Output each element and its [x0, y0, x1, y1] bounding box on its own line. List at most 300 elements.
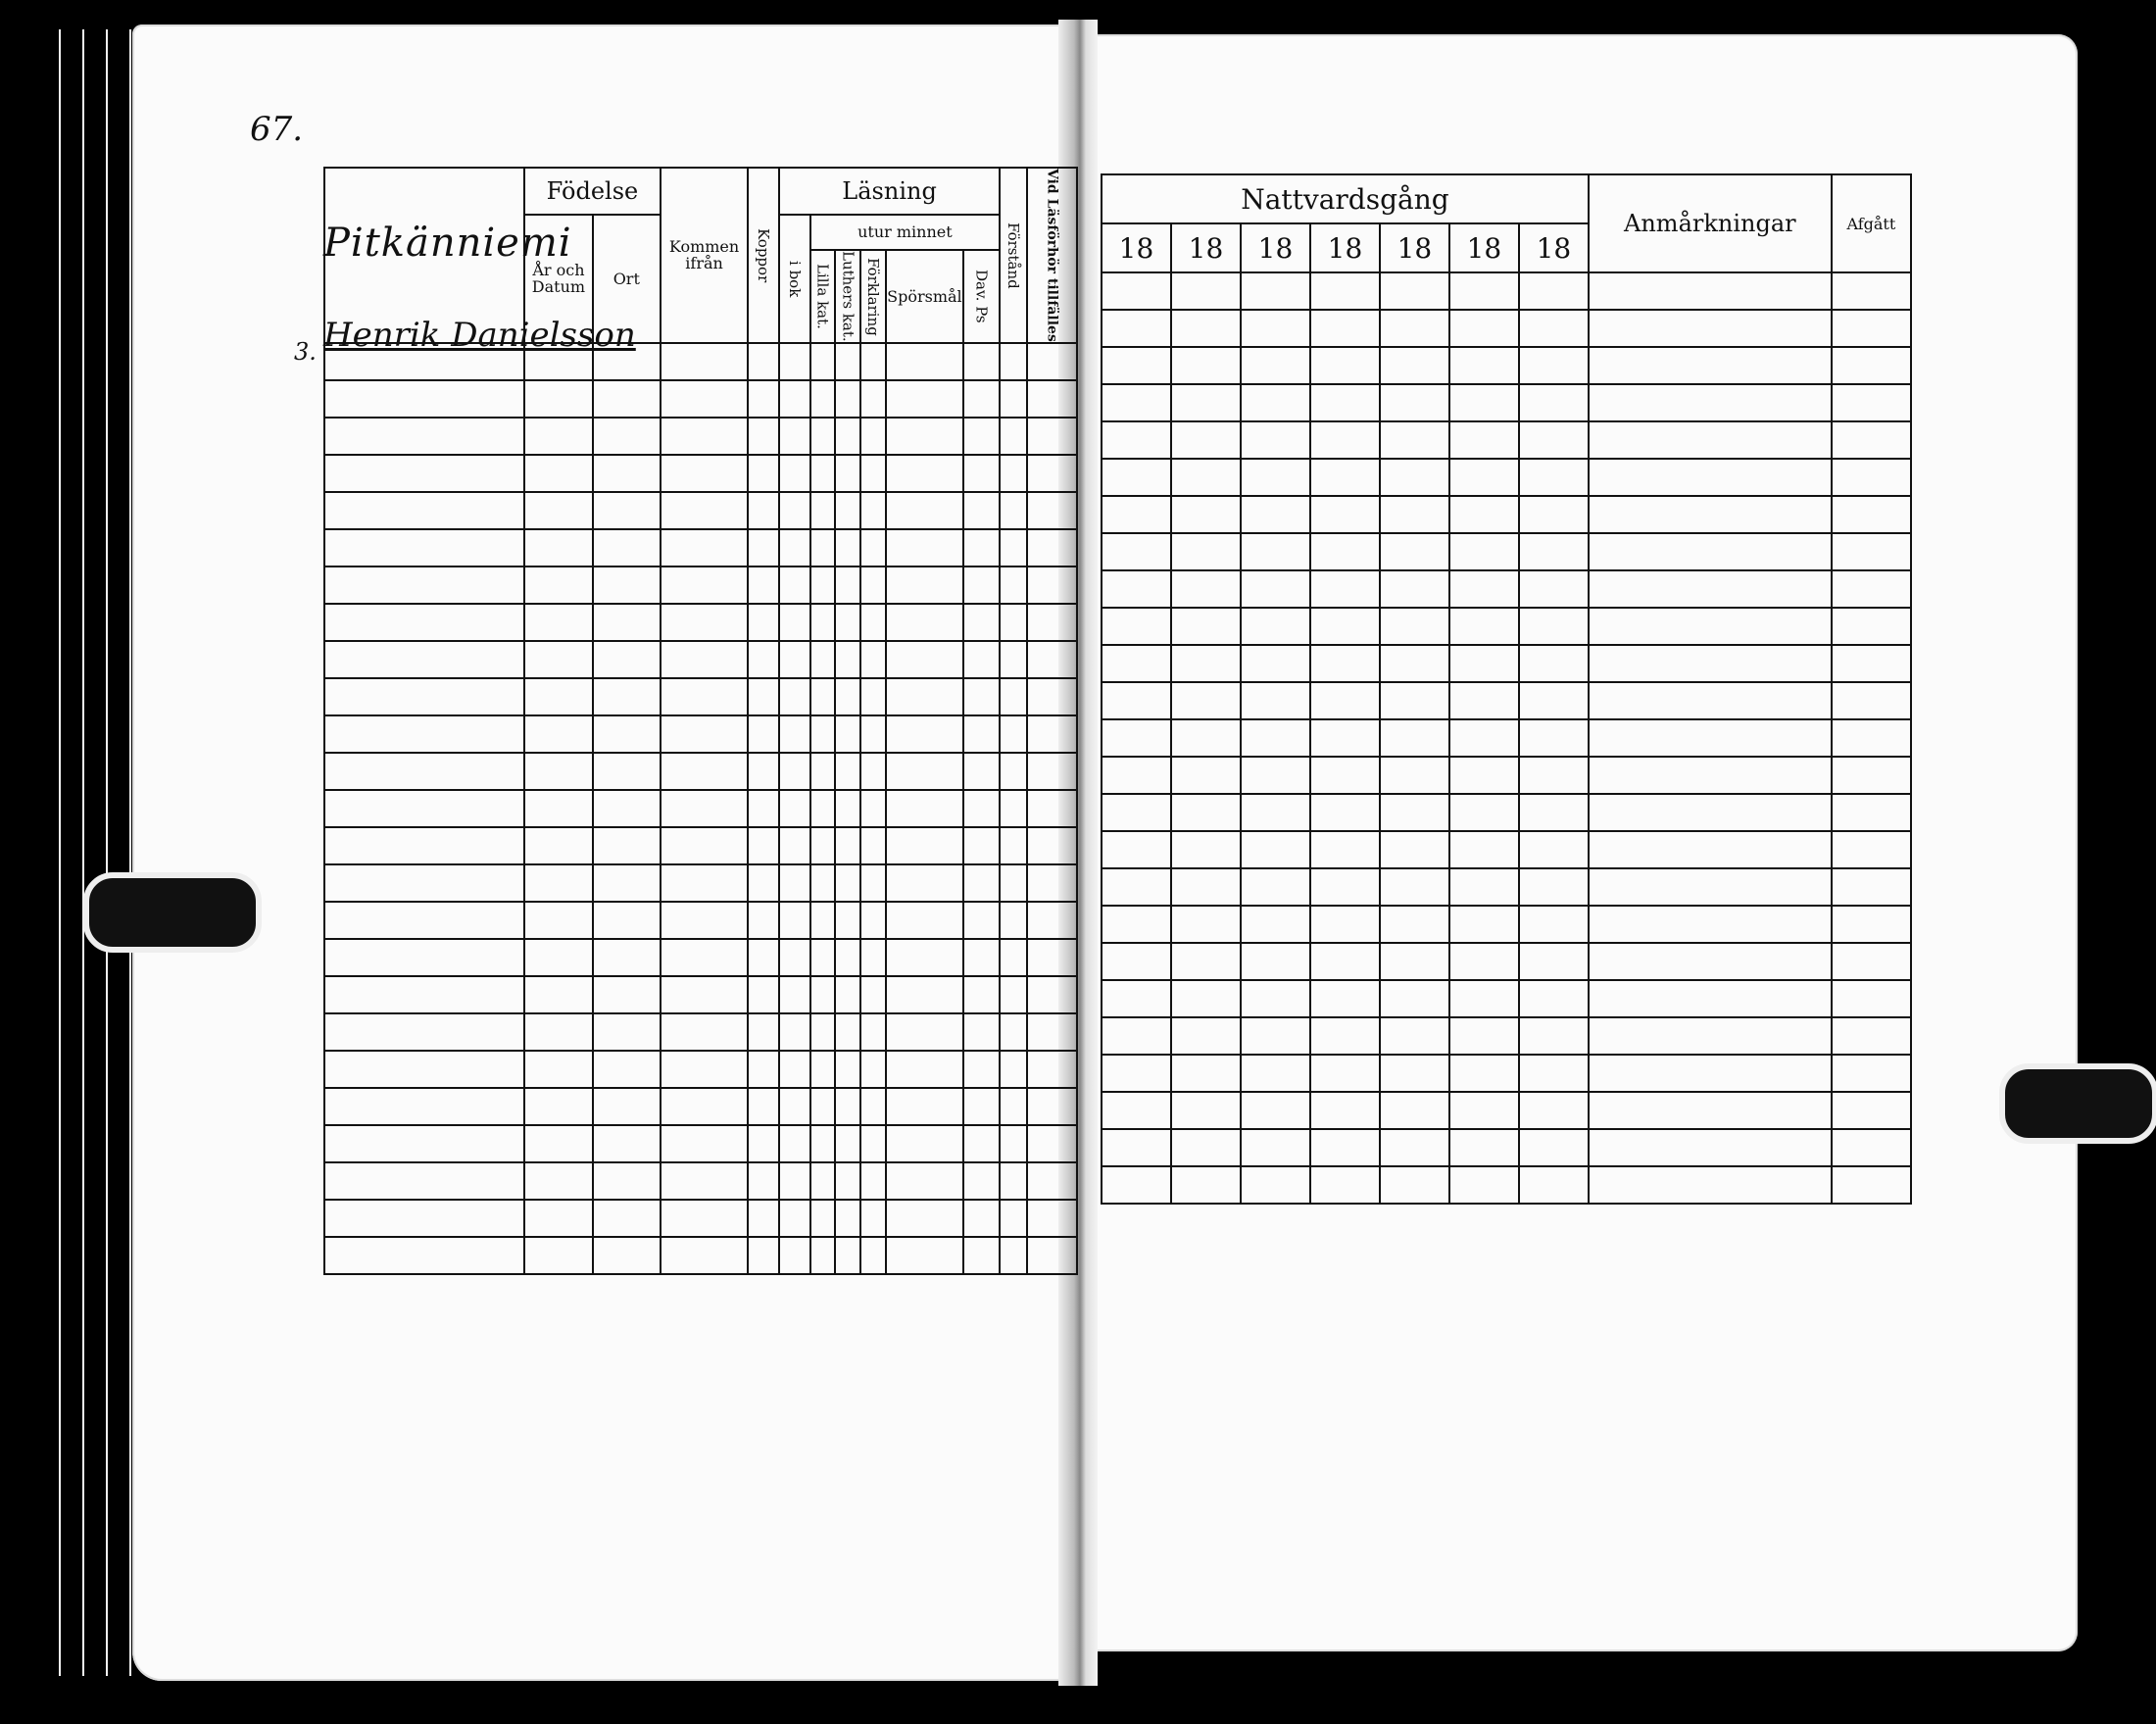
- register-cell: [1519, 384, 1589, 421]
- register-cell: [1310, 421, 1380, 459]
- register-cell: [886, 790, 963, 827]
- register-cell: [1380, 906, 1449, 943]
- register-cell: [524, 790, 593, 827]
- i-bok-header: i bok: [779, 215, 810, 343]
- register-cell: [1519, 868, 1589, 906]
- register-cell: [810, 641, 836, 678]
- register-cell: [886, 418, 963, 455]
- register-cell: [1171, 272, 1241, 310]
- register-cell: [963, 641, 1000, 678]
- table-row: [324, 864, 1077, 902]
- register-cell: [835, 678, 860, 715]
- register-cell: [963, 1051, 1000, 1088]
- register-cell: [748, 1013, 779, 1051]
- register-cell: [963, 1088, 1000, 1125]
- register-cell: [1310, 831, 1380, 868]
- register-cell: [860, 678, 886, 715]
- register-cell: [1589, 1055, 1832, 1092]
- register-cell: [1027, 455, 1077, 492]
- register-cell: [1589, 347, 1832, 384]
- register-cell: [810, 790, 836, 827]
- register-cell: [1027, 492, 1077, 529]
- right-register-table: [1101, 173, 1912, 1205]
- register-cell: [1027, 1051, 1077, 1088]
- table-row: [1102, 719, 1911, 757]
- register-cell: [1832, 1166, 1911, 1204]
- table-row: [1102, 906, 1911, 943]
- register-cell: [1000, 455, 1027, 492]
- register-cell: [748, 715, 779, 753]
- row-number: 3.: [294, 338, 317, 366]
- register-cell: [1589, 645, 1832, 682]
- register-cell: [1102, 272, 1171, 310]
- register-cell: [324, 566, 524, 604]
- register-cell: [1832, 1055, 1911, 1092]
- register-cell: [324, 455, 524, 492]
- register-cell: [1241, 570, 1310, 608]
- register-cell: [779, 1200, 810, 1237]
- register-cell: [1171, 1092, 1241, 1129]
- register-cell: [779, 1088, 810, 1125]
- register-cell: [1449, 906, 1519, 943]
- register-cell: [1449, 645, 1519, 682]
- register-cell: [748, 1162, 779, 1200]
- register-cell: [860, 864, 886, 902]
- register-cell: [661, 1237, 749, 1274]
- register-cell: [1000, 753, 1027, 790]
- register-cell: [779, 1013, 810, 1051]
- register-cell: [593, 939, 661, 976]
- register-cell: [1589, 1092, 1832, 1129]
- register-cell: [324, 976, 524, 1013]
- register-cell: [524, 1237, 593, 1274]
- register-cell: [524, 492, 593, 529]
- register-cell: [1241, 1129, 1310, 1166]
- register-cell: [1589, 682, 1832, 719]
- register-cell: [1832, 1017, 1911, 1055]
- register-cell: [1380, 608, 1449, 645]
- register-cell: [810, 566, 836, 604]
- register-cell: [835, 1162, 860, 1200]
- table-row: [1102, 1055, 1911, 1092]
- register-cell: [1310, 645, 1380, 682]
- register-cell: [886, 529, 963, 566]
- register-cell: [1310, 980, 1380, 1017]
- register-cell: [1000, 1013, 1027, 1051]
- register-cell: [779, 380, 810, 418]
- register-cell: [1519, 1166, 1589, 1204]
- table-row: [324, 529, 1077, 566]
- register-cell: [810, 678, 836, 715]
- register-cell: [593, 1051, 661, 1088]
- register-cell: [835, 641, 860, 678]
- register-cell: [524, 1125, 593, 1162]
- register-cell: [661, 1162, 749, 1200]
- register-cell: [886, 1013, 963, 1051]
- register-cell: [860, 1013, 886, 1051]
- register-cell: [1027, 1013, 1077, 1051]
- register-cell: [1027, 566, 1077, 604]
- register-cell: [1449, 1092, 1519, 1129]
- ar-och-datum-header: År och Datum: [524, 215, 593, 343]
- register-cell: [1519, 757, 1589, 794]
- register-cell: [1449, 943, 1519, 980]
- register-cell: [1589, 272, 1832, 310]
- register-cell: [1589, 757, 1832, 794]
- register-cell: [1310, 1017, 1380, 1055]
- year-header: 18: [1102, 223, 1171, 272]
- register-cell: [748, 380, 779, 418]
- register-cell: [810, 380, 836, 418]
- register-cell: [1832, 608, 1911, 645]
- table-row: [324, 1088, 1077, 1125]
- table-row: [1102, 1017, 1911, 1055]
- register-cell: [835, 1125, 860, 1162]
- register-cell: [835, 753, 860, 790]
- register-cell: [661, 715, 749, 753]
- register-cell: [593, 715, 661, 753]
- register-cell: [593, 827, 661, 864]
- register-cell: [1241, 1017, 1310, 1055]
- register-cell: [860, 455, 886, 492]
- register-cell: [886, 1162, 963, 1200]
- register-cell: [524, 902, 593, 939]
- register-cell: [835, 864, 860, 902]
- register-cell: [1000, 715, 1027, 753]
- register-cell: [1102, 496, 1171, 533]
- register-cell: [1171, 719, 1241, 757]
- table-row: [1102, 421, 1911, 459]
- register-cell: [1027, 1237, 1077, 1274]
- table-row: [1102, 347, 1911, 384]
- register-cell: [748, 566, 779, 604]
- register-cell: [1027, 715, 1077, 753]
- register-cell: [1171, 906, 1241, 943]
- register-cell: [1027, 343, 1077, 380]
- left-bookmark-tab: [83, 872, 262, 953]
- register-cell: [1832, 496, 1911, 533]
- register-cell: [1310, 1166, 1380, 1204]
- register-cell: [1832, 831, 1911, 868]
- register-cell: [1380, 1017, 1449, 1055]
- register-cell: [1000, 380, 1027, 418]
- register-cell: [779, 902, 810, 939]
- register-cell: [324, 678, 524, 715]
- register-cell: [1380, 570, 1449, 608]
- register-cell: [1310, 272, 1380, 310]
- register-cell: [1171, 421, 1241, 459]
- register-cell: [1832, 533, 1911, 570]
- table-row: [1102, 533, 1911, 570]
- register-cell: [835, 976, 860, 1013]
- register-cell: [860, 641, 886, 678]
- register-cell: [593, 678, 661, 715]
- register-cell: [1171, 943, 1241, 980]
- register-cell: [748, 529, 779, 566]
- table-row: [1102, 757, 1911, 794]
- register-cell: [835, 939, 860, 976]
- register-cell: [593, 1237, 661, 1274]
- register-cell: [886, 455, 963, 492]
- register-cell: [860, 1051, 886, 1088]
- register-cell: [593, 1013, 661, 1051]
- register-cell: [748, 790, 779, 827]
- register-cell: [779, 976, 810, 1013]
- register-cell: [1519, 1055, 1589, 1092]
- register-cell: [1449, 608, 1519, 645]
- register-cell: [324, 604, 524, 641]
- person-name: Henrik Danielsson: [323, 316, 636, 355]
- register-cell: [860, 343, 886, 380]
- register-cell: [1171, 496, 1241, 533]
- lasning-header: Läsning: [779, 168, 1000, 215]
- register-cell: [661, 492, 749, 529]
- register-cell: [835, 1051, 860, 1088]
- register-cell: [748, 604, 779, 641]
- register-cell: [661, 864, 749, 902]
- register-cell: [810, 939, 836, 976]
- register-cell: [1449, 1017, 1519, 1055]
- year-header: 18: [1241, 223, 1310, 272]
- vid-lasforhor-header: Vid Läsförhör tillfälles: [1027, 168, 1077, 343]
- register-cell: [860, 753, 886, 790]
- register-cell: [1171, 794, 1241, 831]
- register-cell: [524, 380, 593, 418]
- register-cell: [593, 790, 661, 827]
- register-cell: [661, 566, 749, 604]
- register-cell: [1519, 347, 1589, 384]
- year-header: 18: [1171, 223, 1241, 272]
- register-cell: [1449, 570, 1519, 608]
- register-cell: [1589, 310, 1832, 347]
- register-cell: [1832, 384, 1911, 421]
- register-cell: [1519, 272, 1589, 310]
- register-cell: [835, 492, 860, 529]
- register-cell: [963, 864, 1000, 902]
- register-cell: [1102, 1129, 1171, 1166]
- nattvardsgang-header: Nattvardsgång: [1102, 174, 1589, 223]
- register-cell: [1519, 459, 1589, 496]
- register-cell: [1171, 1129, 1241, 1166]
- register-cell: [1449, 794, 1519, 831]
- register-cell: [1102, 608, 1171, 645]
- register-cell: [661, 1125, 749, 1162]
- register-cell: [1000, 1051, 1027, 1088]
- register-cell: [1000, 604, 1027, 641]
- register-cell: [886, 380, 963, 418]
- register-cell: [1171, 1166, 1241, 1204]
- register-cell: [1449, 347, 1519, 384]
- register-cell: [860, 1162, 886, 1200]
- register-cell: [1519, 496, 1589, 533]
- register-cell: [1102, 310, 1171, 347]
- register-cell: [835, 1013, 860, 1051]
- register-cell: [1310, 719, 1380, 757]
- register-cell: [1000, 529, 1027, 566]
- register-cell: [661, 678, 749, 715]
- register-cell: [661, 902, 749, 939]
- register-cell: [1832, 906, 1911, 943]
- register-cell: [593, 753, 661, 790]
- village-name: Pitkänniemi: [323, 221, 572, 266]
- register-cell: [779, 678, 810, 715]
- register-cell: [524, 529, 593, 566]
- register-cell: [593, 529, 661, 566]
- register-cell: [1449, 868, 1519, 906]
- register-cell: [963, 380, 1000, 418]
- register-cell: [886, 678, 963, 715]
- forklaring-header: Förklaring: [860, 250, 886, 343]
- register-cell: [835, 715, 860, 753]
- register-cell: [1380, 794, 1449, 831]
- register-cell: [1589, 570, 1832, 608]
- table-row: [324, 492, 1077, 529]
- register-cell: [748, 678, 779, 715]
- register-cell: [886, 864, 963, 902]
- register-cell: [1380, 831, 1449, 868]
- register-cell: [1449, 272, 1519, 310]
- luthers-kat-header: Luthers kat.: [835, 250, 860, 343]
- register-cell: [1519, 682, 1589, 719]
- year-header: 18: [1380, 223, 1449, 272]
- register-cell: [1171, 459, 1241, 496]
- register-cell: [1380, 719, 1449, 757]
- register-cell: [779, 455, 810, 492]
- register-cell: [860, 380, 886, 418]
- register-cell: [1000, 566, 1027, 604]
- register-cell: [1310, 608, 1380, 645]
- register-cell: [1241, 645, 1310, 682]
- register-cell: [593, 641, 661, 678]
- register-cell: [1519, 608, 1589, 645]
- table-row: [324, 1013, 1077, 1051]
- table-row: [1102, 980, 1911, 1017]
- register-cell: [1380, 347, 1449, 384]
- table-row: [324, 418, 1077, 455]
- register-cell: [886, 827, 963, 864]
- register-cell: [835, 902, 860, 939]
- register-cell: [661, 1013, 749, 1051]
- register-cell: [1449, 757, 1519, 794]
- table-row: [1102, 1129, 1911, 1166]
- register-cell: [810, 418, 836, 455]
- register-cell: [886, 641, 963, 678]
- register-cell: [1832, 1092, 1911, 1129]
- table-row: [1102, 310, 1911, 347]
- register-cell: [860, 790, 886, 827]
- register-cell: [1589, 421, 1832, 459]
- register-cell: [1380, 1166, 1449, 1204]
- register-cell: [748, 939, 779, 976]
- register-cell: [593, 380, 661, 418]
- register-cell: [324, 492, 524, 529]
- register-cell: [779, 529, 810, 566]
- register-cell: [324, 1088, 524, 1125]
- register-cell: [779, 939, 810, 976]
- register-cell: [748, 1125, 779, 1162]
- register-cell: [810, 604, 836, 641]
- table-row: [1102, 608, 1911, 645]
- register-cell: [1832, 347, 1911, 384]
- kommen-ifran-header: Kommen ifrån: [661, 168, 749, 343]
- register-cell: [324, 902, 524, 939]
- sporsmal-header: Spörsmål: [886, 250, 963, 343]
- register-cell: [1310, 347, 1380, 384]
- anmarkningar-header: Anmårkningar: [1589, 174, 1832, 272]
- register-cell: [748, 641, 779, 678]
- register-cell: [963, 418, 1000, 455]
- register-cell: [810, 492, 836, 529]
- register-cell: [1832, 459, 1911, 496]
- register-cell: [324, 1237, 524, 1274]
- table-row: [324, 1237, 1077, 1274]
- register-cell: [1000, 790, 1027, 827]
- register-cell: [1027, 864, 1077, 902]
- register-cell: [1241, 384, 1310, 421]
- register-cell: [524, 976, 593, 1013]
- register-cell: [1000, 418, 1027, 455]
- table-row: [1102, 794, 1911, 831]
- register-cell: [524, 1013, 593, 1051]
- register-cell: [1027, 678, 1077, 715]
- register-cell: [1171, 831, 1241, 868]
- register-cell: [1102, 384, 1171, 421]
- register-cell: [661, 343, 749, 380]
- register-cell: [963, 1013, 1000, 1051]
- register-cell: [593, 566, 661, 604]
- register-cell: [860, 1088, 886, 1125]
- register-cell: [1000, 827, 1027, 864]
- register-cell: [1027, 790, 1077, 827]
- register-cell: [324, 715, 524, 753]
- register-cell: [324, 864, 524, 902]
- right-bookmark-tab: [1999, 1063, 2156, 1144]
- register-cell: [1000, 1237, 1027, 1274]
- register-cell: [593, 455, 661, 492]
- register-cell: [1589, 1166, 1832, 1204]
- register-cell: [1000, 641, 1027, 678]
- register-cell: [1241, 682, 1310, 719]
- register-cell: [1589, 794, 1832, 831]
- register-cell: [748, 1237, 779, 1274]
- register-cell: [1310, 1055, 1380, 1092]
- register-cell: [1171, 347, 1241, 384]
- register-cell: [748, 864, 779, 902]
- table-row: [1102, 868, 1911, 906]
- register-cell: [1102, 459, 1171, 496]
- register-cell: [524, 455, 593, 492]
- register-cell: [1449, 533, 1519, 570]
- register-cell: [810, 1051, 836, 1088]
- register-cell: [1519, 533, 1589, 570]
- register-cell: [779, 1237, 810, 1274]
- register-cell: [1241, 533, 1310, 570]
- register-cell: [1380, 682, 1449, 719]
- register-cell: [1241, 421, 1310, 459]
- register-cell: [1310, 682, 1380, 719]
- register-cell: [1380, 496, 1449, 533]
- table-row: [1102, 682, 1911, 719]
- register-cell: [1449, 719, 1519, 757]
- register-cell: [1832, 682, 1911, 719]
- register-cell: [748, 753, 779, 790]
- register-cell: [1241, 980, 1310, 1017]
- register-cell: [1102, 1055, 1171, 1092]
- register-cell: [886, 1200, 963, 1237]
- register-cell: [748, 827, 779, 864]
- register-cell: [860, 604, 886, 641]
- register-cell: [1589, 1129, 1832, 1166]
